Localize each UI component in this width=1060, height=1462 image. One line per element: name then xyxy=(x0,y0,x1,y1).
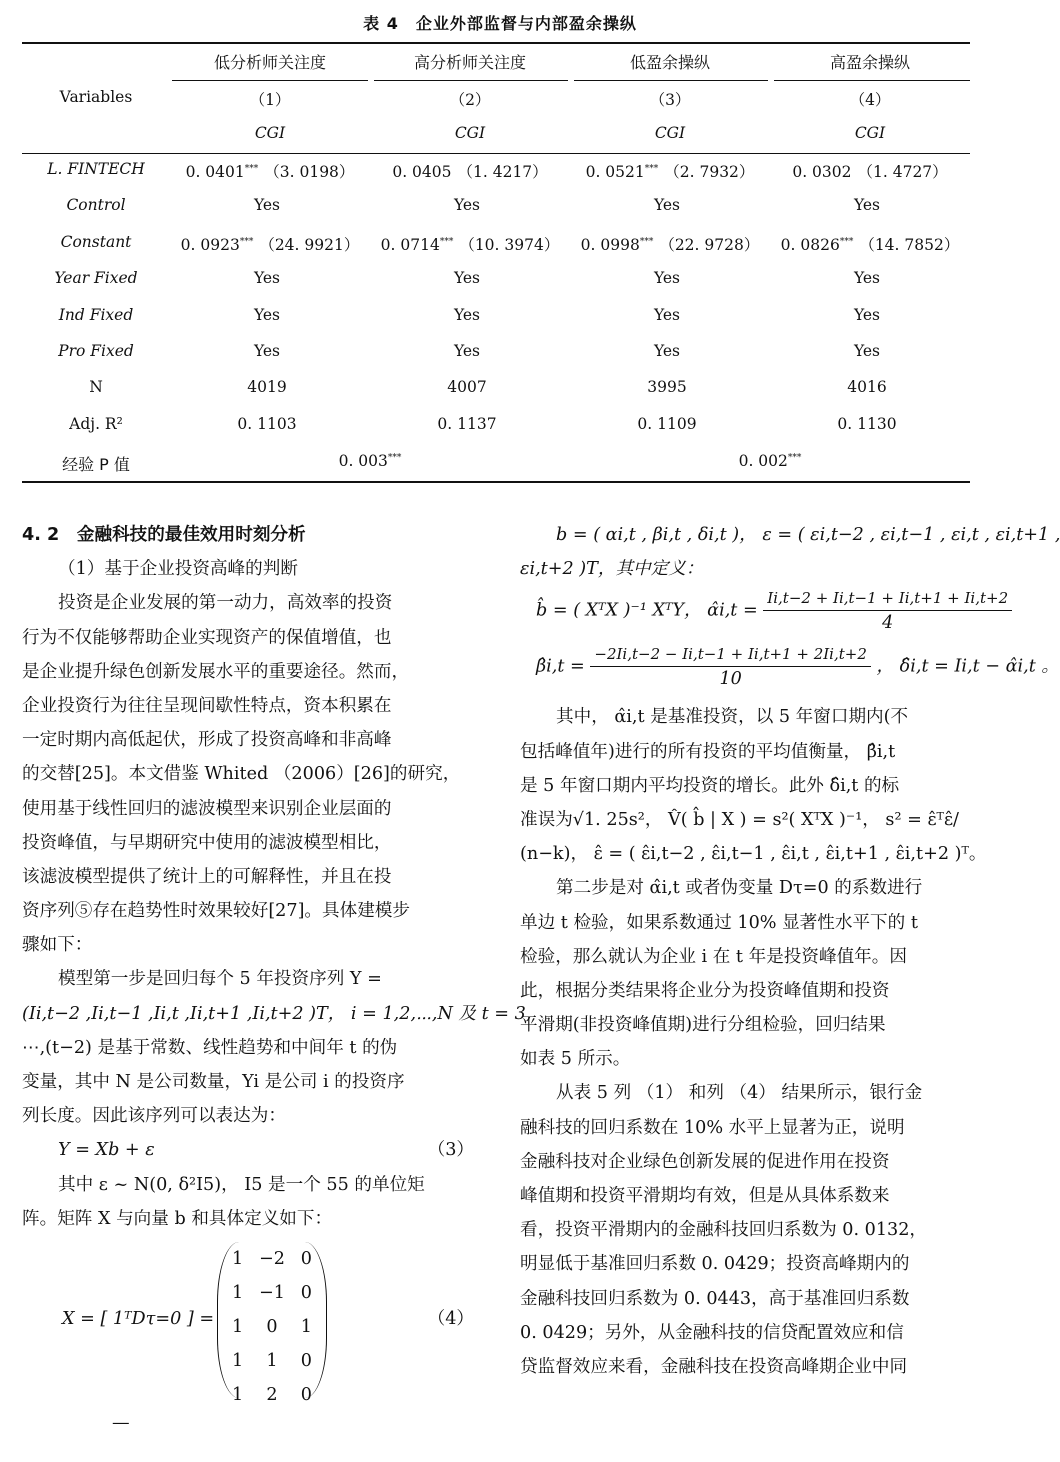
cell-significance: *** xyxy=(439,236,454,247)
def-line-1: b = ( αi,t , βi,t , δi,t )， ε = ( εi,t−2 , εi,t−1 , εi,t , εi,t+1 , xyxy=(556,525,1060,545)
text-line: 包括峰值年)进行的所有投资的平均值衡量， β̂i,t xyxy=(520,741,896,762)
text-line: 阵。矩阵 X 与向量 b 和具体定义如下： xyxy=(22,1208,333,1229)
table-cell xyxy=(770,233,970,255)
matrix-row xyxy=(218,1378,326,1412)
column-1-num: （1） xyxy=(249,91,291,109)
table-cell xyxy=(370,306,570,324)
cell-value: Yes xyxy=(253,269,280,288)
equation-3: Y = Xb + ε （3） xyxy=(58,1140,474,1161)
row-label: Pro Fixed xyxy=(58,342,134,360)
cell-value: 0. 0998 xyxy=(580,235,640,254)
matrix-entry: 0 xyxy=(300,1282,312,1303)
table-cell xyxy=(170,342,370,360)
cell-value: Yes xyxy=(453,342,480,360)
matrix-entry: 1 xyxy=(266,1350,278,1371)
column-3-group: 低盈余操纵 xyxy=(629,53,710,72)
header-underline-2 xyxy=(374,80,568,81)
cell-significance: *** xyxy=(239,236,254,247)
matrix-entry: 1 xyxy=(232,1350,244,1371)
table-caption: 表 4 企业外部监督与内部盈余操纵 xyxy=(363,14,637,33)
table-cell xyxy=(170,160,370,182)
row-label: Ind Fixed xyxy=(58,305,134,324)
cell-value: 0. 1130 xyxy=(837,414,897,433)
header-underline-1 xyxy=(172,80,368,81)
matrix-entry: 0 xyxy=(300,1350,312,1371)
table-cell xyxy=(170,269,370,287)
table-cell xyxy=(170,415,370,433)
matrix-x xyxy=(22,1236,474,1406)
text-line: 0. 0429；另外，从金融科技的信贷配置效应和信 xyxy=(520,1322,904,1343)
matrix-body xyxy=(217,1242,327,1405)
text-line: 单边 t 检验，如果系数通过 10% 显著性水平下的 t xyxy=(520,912,918,933)
table-cell xyxy=(170,233,370,255)
text-line: 金融科技对企业绿色创新发展的促进作用在投资 xyxy=(520,1151,890,1172)
table-cell xyxy=(570,342,770,360)
text-line: 此，根据分类结果将企业分为投资峰值期和投资 xyxy=(520,980,890,1001)
matrix-entry: 1 xyxy=(300,1316,312,1337)
cell-significance: *** xyxy=(639,236,654,247)
table-cell xyxy=(770,342,970,360)
cell-value: 4007 xyxy=(447,378,487,397)
text-line: 金融科技回归系数为 0. 0443，高于基准回归系数 xyxy=(520,1288,910,1309)
cell-value: Yes xyxy=(653,269,680,288)
text-line: 资序列⑤存在趋势性时效果较好[27]。具体建模步 xyxy=(22,901,410,922)
text-line: ⋯,(t−2) 是基于常数、线性趋势和中间年 t 的伪 xyxy=(22,1037,398,1058)
table-mid-rule xyxy=(22,153,970,154)
cell-tstat: （1. 4217） xyxy=(457,163,548,181)
table-cell xyxy=(170,306,370,324)
equation-beta-delta: β̂i,t = $\frac{-2Ii,t-2 - Ii,t-1 + Ii,t+1 + 2Ii,t+2}{10}$ ， δ̂i,t = Ii,t − α̂i,t 。 xyxy=(520,642,972,700)
pvalue-right: 0. 002*** xyxy=(738,452,802,470)
table-cell xyxy=(570,160,770,182)
table-cell xyxy=(370,269,570,287)
cell-tstat: （24. 9921） xyxy=(259,235,360,254)
cell-significance: *** xyxy=(244,163,259,174)
cell-value: Yes xyxy=(453,269,480,288)
text-line: 投资峰值，与早期研究中使用的滤波模型相比， xyxy=(22,832,392,853)
matrix-entry: 1 xyxy=(232,1282,244,1303)
row-label: Year Fixed xyxy=(54,269,138,288)
cell-value: Yes xyxy=(853,305,880,324)
text-line: 检验，那么就认为企业 i 在 t 年是投资峰值年。因 xyxy=(520,946,907,967)
table-cell xyxy=(370,160,570,182)
matrix-entry: −2 xyxy=(259,1248,285,1269)
text-line: 列长度。因此该序列可以表达为： xyxy=(22,1106,286,1127)
variables-label: Variables xyxy=(59,88,133,106)
text-line: 其中 ε ~ N(0, δ²I5)， I5 是一个 55 的单位矩 xyxy=(58,1174,425,1195)
cell-value: 0. 0401 xyxy=(185,163,245,181)
matrix-entry: 1 xyxy=(232,1248,244,1269)
table-cell xyxy=(770,160,970,182)
table-cell xyxy=(570,269,770,287)
table-top-rule xyxy=(22,42,970,44)
table-cell xyxy=(170,378,370,396)
table-cell xyxy=(770,196,970,214)
text-line: 峰值期和投资平滑期均有效，但是从具体系数来 xyxy=(520,1186,890,1206)
cell-value: Yes xyxy=(653,342,680,360)
cell-value: 0. 0826 xyxy=(780,235,840,254)
row-label: Adj. R² xyxy=(69,414,123,433)
text-line: 行为不仅能够帮助企业实现资产的保值增值，也 xyxy=(22,627,392,648)
cell-value: Yes xyxy=(853,196,880,215)
table-bottom-rule xyxy=(22,481,970,483)
text-line: (Ii,t−2 ,Ii,t−1 ,Ii,t ,Ii,t+1 ,Ii,t+2 )T， i = 1,2,⋯,N 及 t = 3, xyxy=(22,1003,532,1024)
text-line: 如表 5 所示。 xyxy=(520,1049,631,1070)
cell-tstat: （14. 7852） xyxy=(859,235,960,254)
cell-value: 0. 1109 xyxy=(637,414,697,433)
table-cell xyxy=(370,415,570,433)
cell-value: 3995 xyxy=(647,378,687,397)
cell-value: 4019 xyxy=(247,378,287,397)
text-line: （1）基于企业投资高峰的判断 xyxy=(58,559,298,580)
text-line: 准误为√1. 25s²， V̂( b̂ | X ) = s²( XᵀX )⁻¹， s² = ε̂ᵀε̂/ xyxy=(520,809,959,830)
cell-value: Yes xyxy=(453,196,480,215)
cell-value: Yes xyxy=(253,196,280,215)
text-line: 第二步是对 α̂i,t 或者伪变量 Dτ=0 的系数进行 xyxy=(556,878,923,899)
cell-value: 4016 xyxy=(847,378,887,397)
table-cell xyxy=(570,233,770,255)
matrix-entry: 1 xyxy=(232,1384,244,1405)
text-line: 该滤波模型提供了统计上的可解释性，并且在投 xyxy=(22,866,392,887)
text-line: 是企业提升绿色创新发展水平的重要途径。然而， xyxy=(22,661,410,682)
def-line-2: εi,t+2 )T，其中定义： xyxy=(520,559,704,580)
cell-value: Yes xyxy=(853,269,880,288)
column-4-dep: CGI xyxy=(854,124,886,142)
table-cell xyxy=(570,415,770,433)
left-column xyxy=(22,518,532,1440)
matrix-row xyxy=(218,1310,326,1344)
cell-tstat: （22. 9728） xyxy=(659,235,760,254)
table-cell xyxy=(570,306,770,324)
column-3-dep: CGI xyxy=(654,124,686,142)
text-line: 融科技的回归系数在 10% 水平上显著为正，说明 xyxy=(520,1117,905,1138)
table-cell xyxy=(770,378,970,396)
text-line: 是 5 年窗口期内平均投资的增长。此外 δ̂i,t 的标 xyxy=(520,775,900,796)
matrix-label: X = [ 1ᵀDτ=0 ] = xyxy=(62,1308,215,1329)
cell-value: Yes xyxy=(653,305,680,324)
matrix-row xyxy=(218,1242,326,1276)
column-3-num: （3） xyxy=(649,91,691,109)
right-column xyxy=(520,518,1060,1384)
cell-value: 0. 0923 xyxy=(180,235,240,254)
text-line: 看，投资平滑期内的金融科技回归系数为 0. 0132， xyxy=(520,1220,928,1241)
column-1-group: 低分析师关注度 xyxy=(213,53,326,72)
cell-value: Yes xyxy=(453,305,480,324)
matrix-entry: 1 xyxy=(232,1316,244,1337)
cell-tstat: （2. 7932） xyxy=(664,163,755,181)
table-cell xyxy=(570,196,770,214)
row-label: L. FINTECH xyxy=(47,160,145,178)
footer-mark: — xyxy=(112,1412,130,1433)
cell-value: Yes xyxy=(653,196,680,215)
row-label: N xyxy=(89,378,103,397)
table-cell xyxy=(370,233,570,255)
cell-value: 0. 0714 xyxy=(380,235,440,254)
text-line: 企业投资行为往往呈现间歇性特点，资本积累在 xyxy=(22,695,392,716)
equation-b-alpha: b̂ = ( XᵀX )⁻¹ XᵀY， α̂i,t = $\frac{Ii,t-2 + Ii,t-1 + Ii,t+1 + Ii,t+2}{4}$ xyxy=(520,586,972,642)
table-cell xyxy=(370,342,570,360)
matrix-entry: 0 xyxy=(300,1384,312,1405)
matrix-entry: 0 xyxy=(300,1248,312,1269)
row-label: Constant xyxy=(60,232,132,251)
cell-value: 0. 0521 xyxy=(585,163,645,181)
table-cell xyxy=(770,269,970,287)
row-label: Control xyxy=(66,196,126,215)
header-underline-3 xyxy=(574,80,768,81)
table-cell xyxy=(370,378,570,396)
matrix-row xyxy=(218,1276,326,1310)
cell-significance: *** xyxy=(839,236,854,247)
text-line: 贷监督效应来看，金融科技在投资高峰期企业中同 xyxy=(520,1356,908,1377)
text-line: 其中， α̂i,t 是基准投资，以 5 年窗口期内(不 xyxy=(556,707,909,728)
header-underline-4 xyxy=(774,80,970,81)
table-cell xyxy=(770,306,970,324)
cell-tstat: （1. 4727） xyxy=(857,163,948,181)
table-cell xyxy=(170,196,370,214)
cell-value: 0. 1137 xyxy=(437,414,497,433)
matrix-entry: 0 xyxy=(266,1316,278,1337)
pvalue-label: 经验 P 值 xyxy=(62,455,130,474)
cell-value: 0. 1103 xyxy=(237,414,297,433)
text-line: 变量，其中 N 是公司数量，Yi 是公司 i 的投资序 xyxy=(22,1072,405,1092)
column-2-group: 高分析师关注度 xyxy=(413,53,526,72)
text-line: 使用基于线性回归的滤波模型来识别企业层面的 xyxy=(22,798,392,819)
text-line: 从表 5 列 （1） 和列 （4） 结果所示，银行金 xyxy=(556,1083,923,1104)
column-4-num: （4） xyxy=(849,91,891,109)
cell-tstat: （10. 3974） xyxy=(459,235,560,254)
text-line: 投资是企业发展的第一动力，高效率的投资 xyxy=(58,593,393,614)
text-line: 明显低于基准回归系数 0. 0429；投资高峰期内的 xyxy=(520,1254,910,1275)
cell-value: Yes xyxy=(253,305,280,324)
column-4-group: 高盈余操纵 xyxy=(829,53,910,72)
matrix-row xyxy=(218,1344,326,1378)
cell-tstat: （3. 0198） xyxy=(264,163,355,181)
column-2-dep: CGI xyxy=(454,124,486,142)
equation-4-number: （4） xyxy=(427,1308,474,1329)
matrix-entry: 2 xyxy=(266,1384,278,1405)
cell-value: Yes xyxy=(853,342,880,360)
table-cell xyxy=(770,415,970,433)
text-line: (n−k)， ε̂ = ( ε̂i,t−2 , ε̂i,t−1 , ε̂i,t , ε̂i,t+1 , ε̂i,t+2 )ᵀ。 xyxy=(520,844,987,865)
column-1-dep: CGI xyxy=(254,124,286,142)
text-line: 的交替[25]。本文借鉴 Whited （2006）[26]的研究， xyxy=(22,764,461,785)
column-2-num: （2） xyxy=(449,91,491,109)
table-cell xyxy=(370,196,570,214)
pvalue-left: 0. 003*** xyxy=(338,452,402,470)
text-line: 骤如下： xyxy=(22,935,93,956)
cell-value: 0. 0405 xyxy=(392,163,452,181)
text-line: 一定时期内高低起伏，形成了投资高峰和非高峰 xyxy=(22,730,392,751)
cell-significance: *** xyxy=(644,163,659,174)
text-line: 模型第一步是回归每个 5 年投资序列 Y = xyxy=(58,969,382,990)
cell-value: Yes xyxy=(253,342,280,360)
table-cell xyxy=(570,378,770,396)
matrix-entry: −1 xyxy=(259,1282,285,1303)
text-line: 4. 2 金融科技的最佳效用时刻分析 xyxy=(22,525,306,545)
text-line: 平滑期(非投资峰值期)进行分组检验，回归结果 xyxy=(520,1015,886,1036)
cell-value: 0. 0302 xyxy=(792,163,852,181)
